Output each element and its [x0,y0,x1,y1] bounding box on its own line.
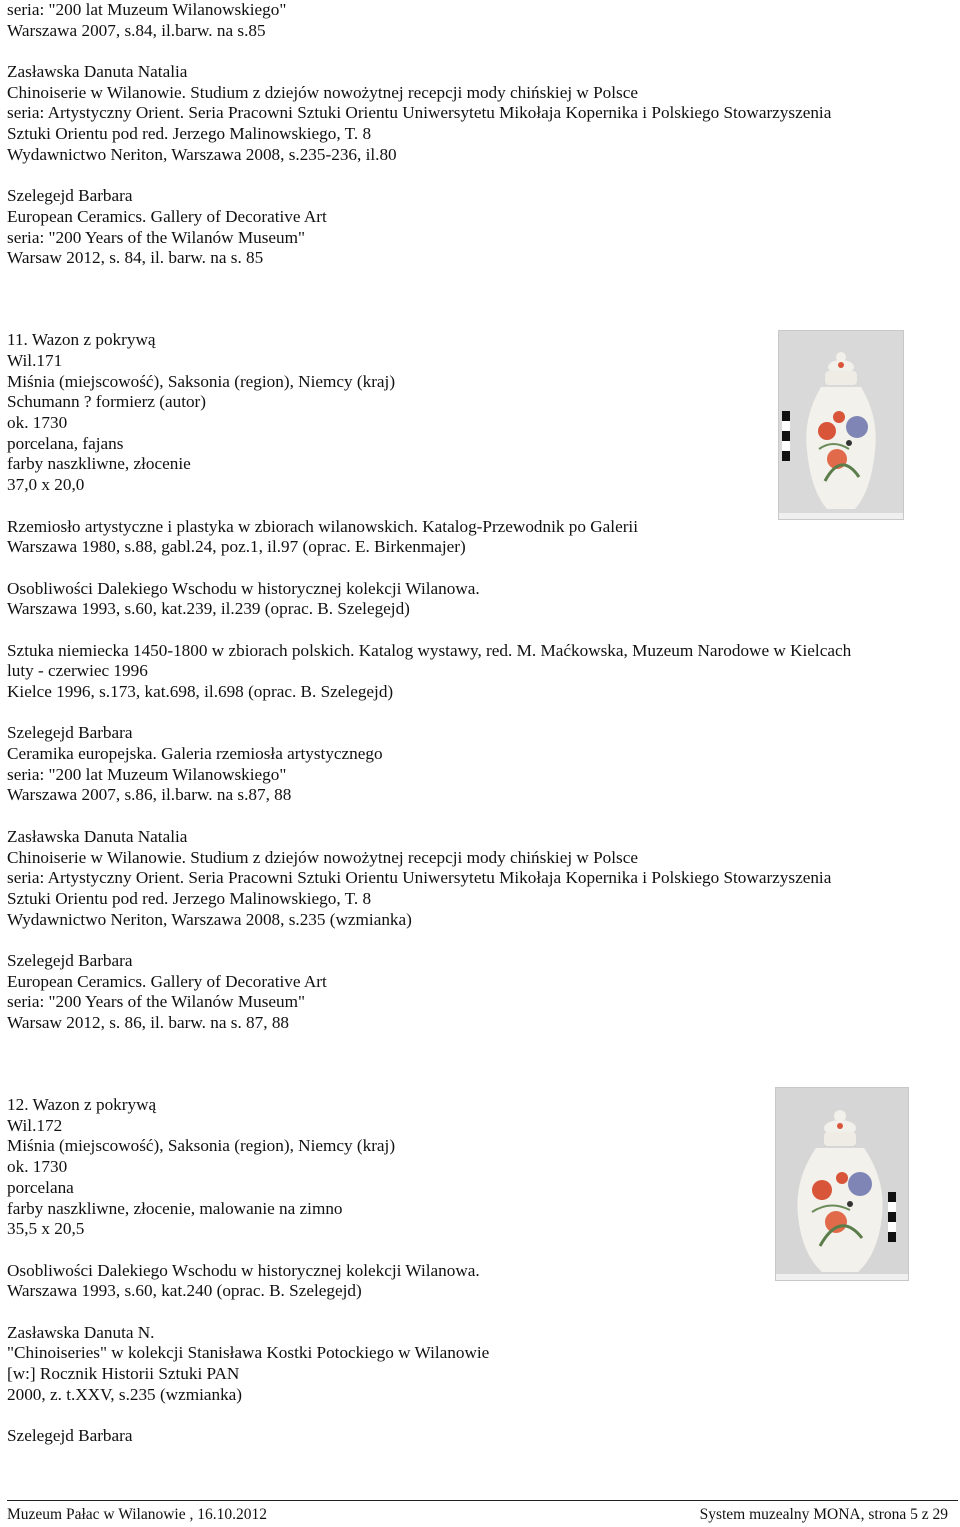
text-line: seria: Artystyczny Orient. Seria Pracowni Sztuki Orientu Uniwersytetu Mikołaja Kopernika i Polskiego Stowarzyszenia [7,868,832,888]
vase-photo-icon [778,330,904,520]
bibliography-item [7,951,955,1034]
text-line: Wydawnictwo Neriton, Warszawa 2008, s.235 (wzmianka) [7,909,412,929]
bibliography-item [7,641,955,703]
text-line: seria: "200 Years of the Wilanów Museum" [7,227,306,247]
inventory-number: Wil.172 [7,1115,63,1135]
text-line: Osobliwości Dalekiego Wschodu w historycznej kolekcji Wilanowa. [7,1260,480,1280]
origin-place: Miśnia (miejscowość), Saksonia (region), Niemcy (kraj) [7,371,396,391]
text-line: seria: "200 Years of the Wilanów Museum" [7,992,306,1012]
author: Schumann ? formierz (autor) [7,392,207,412]
text-line: Szelegejd Barbara [7,186,133,206]
entry-title: 12. Wazon z pokrywą [7,1095,157,1115]
text-line: Chinoiserie w Wilanowie. Studium z dziejów nowożytnej recepcji mody chińskiej w Polsce [7,847,638,867]
text-line: Osobliwości Dalekiego Wschodu w historycznej kolekcji Wilanowa. [7,578,480,598]
text-line: Kielce 1996, s.173, kat.698, il.698 (oprac. B. Szelegejd) [7,682,394,702]
page-footer [7,1505,948,1526]
text-line: Szelegejd Barbara [7,723,133,743]
text-line: Zasławska Danuta Natalia [7,62,188,82]
origin-place: Miśnia (miejscowość), Saksonia (region), Niemcy (kraj) [7,1136,396,1156]
catalog-entry-11 [7,330,955,1033]
technique: farby naszkliwne, złocenie [7,454,191,474]
text-line: Zasławska Danuta N. [7,1322,155,1342]
vase-photo-icon [775,1087,909,1281]
bibliography-item [7,186,955,269]
text-line: seria: "200 lat Muzeum Wilanowskiego" [7,764,287,784]
text-line: Warszawa 1993, s.60, kat.239, il.239 (oprac. B. Szelegejd) [7,599,410,619]
bibliography-item [7,517,955,558]
bibliography-item [7,1323,955,1406]
text-line: Szelegejd Barbara [7,1426,133,1446]
inventory-number: Wil.171 [7,351,63,371]
date: ok. 1730 [7,413,68,433]
bibliography-item [7,827,955,930]
text-line: Sztuka niemiecka 1450-1800 w zbiorach polskich. Katalog wystawy, red. M. Maćkowska, Muzeum Narodowe w Kielcach [7,640,852,660]
text-line: Warszawa 2007, s.84, il.barw. na s.85 [7,20,266,40]
bibliography-item [7,62,955,165]
text-line: Chinoiserie w Wilanowie. Studium z dziejów nowożytnej recepcji mody chińskiej w Polsce [7,82,638,102]
text-line: Wydawnictwo Neriton, Warszawa 2008, s.235-236, il.80 [7,144,397,164]
dimensions: 35,5 x 20,5 [7,1219,85,1239]
text-line: 2000, z. t.XXV, s.235 (wzmianka) [7,1384,243,1404]
footer-left: Muzeum Pałac w Wilanowie , 16.10.2012 [7,1506,267,1523]
text-line: "Chinoiseries" w kolekcji Stanisława Kostki Potockiego w Wilanowie [7,1343,490,1363]
previous-entry-tail [7,0,955,41]
text-line: Szelegejd Barbara [7,950,133,970]
text-line: Ceramika europejska. Galeria rzemiosła artystycznego [7,744,383,764]
text-line: Warszawa 1980, s.88, gabl.24, poz.1, il.97 (oprac. E. Birkenmajer) [7,537,466,557]
text-line: Warszawa 1993, s.60, kat.240 (oprac. B. Szelegejd) [7,1281,362,1301]
document-page [7,0,955,1447]
text-line: Warsaw 2012, s. 84, il. barw. na s. 85 [7,248,264,268]
text-line: Rzemiosło artystyczne i plastyka w zbiorach wilanowskich. Katalog-Przewodnik po Galerii [7,516,638,536]
entry-title: 11. Wazon z pokrywą [7,330,156,350]
footer-divider [7,1500,958,1501]
material: porcelana, fajans [7,433,124,453]
bibliography-item [7,1426,955,1447]
material: porcelana [7,1177,74,1197]
text-line: seria: Artystyczny Orient. Seria Pracowni Sztuki Orientu Uniwersytetu Mikołaja Kopernika i Polskiego Stowarzyszenia [7,103,832,123]
text-line: European Ceramics. Gallery of Decorative Art [7,971,327,991]
text-line: Warsaw 2012, s. 86, il. barw. na s. 87, 88 [7,1013,290,1033]
text-line: Zasławska Danuta Natalia [7,826,188,846]
text-line: seria: "200 lat Muzeum Wilanowskiego" [7,0,287,19]
text-line: Sztuki Orientu pod red. Jerzego Malinowskiego, T. 8 [7,888,372,908]
text-line: Warszawa 2007, s.86, il.barw. na s.87, 88 [7,785,292,805]
date: ok. 1730 [7,1157,68,1177]
technique: farby naszkliwne, złocenie, malowanie na zimno [7,1198,343,1218]
catalog-entry-12 [7,1095,955,1447]
text-line: Sztuki Orientu pod red. Jerzego Malinowskiego, T. 8 [7,124,372,144]
dimensions: 37,0 x 20,0 [7,475,85,495]
text-line: luty - czerwiec 1996 [7,661,148,681]
text-line: [w:] Rocznik Historii Sztuki PAN [7,1364,240,1384]
footer-page-info: System muzealny MONA, strona 5 z 29 [699,1506,948,1523]
text-line: European Ceramics. Gallery of Decorative Art [7,206,327,226]
bibliography-item [7,723,955,806]
bibliography-item [7,579,955,620]
